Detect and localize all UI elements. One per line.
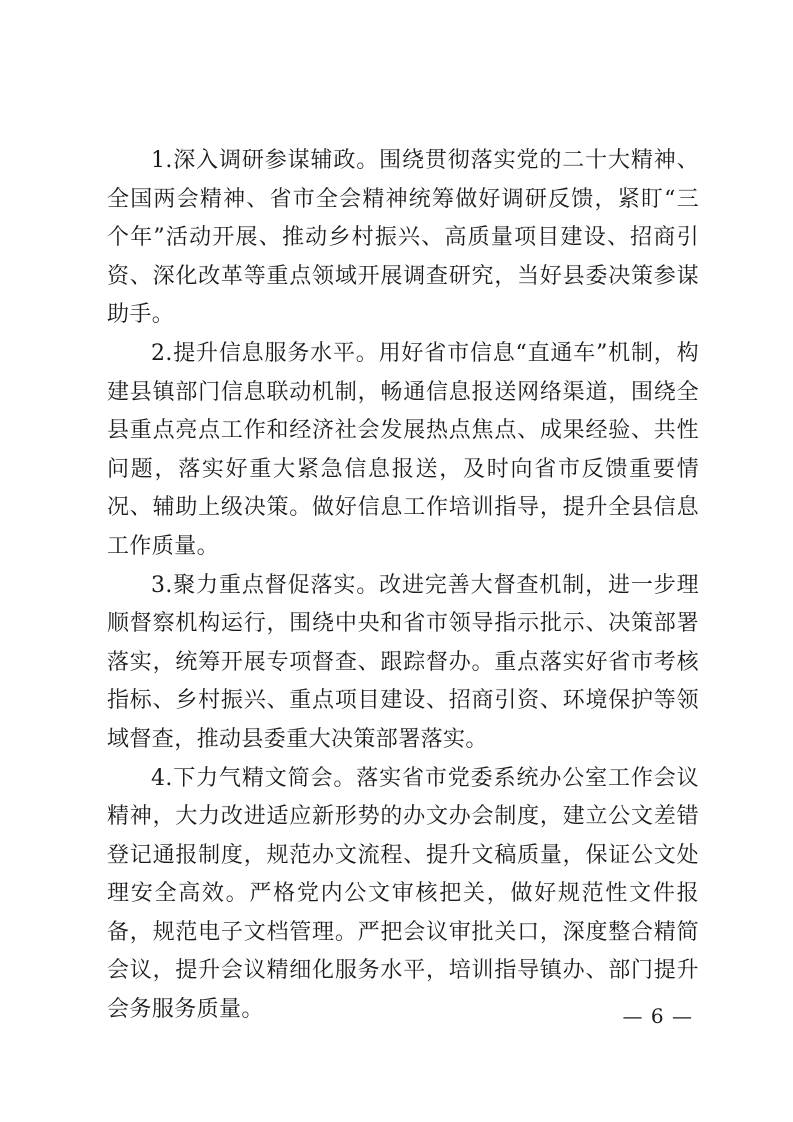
page-number: — 6 — <box>622 1004 693 1028</box>
paragraph-information: 2.提升信息服务水平。用好省市信息“直通车”机制，构建县镇部门信息联动机制，畅通信息报送网络渠道，围绕全县重点亮点工作和经济社会发展热点焦点、成果经验、共性问题，落实好重大紧急信息报送，及时向省市反馈重要情况、辅助上级决策。做好信息工作培训指导，提升全县信息工作质量。 <box>107 340 699 559</box>
paragraph-documents-meetings: 4.下力气精文简会。落实省市党委系统办公室工作会议精神，大力改进适应新形势的办文办会制度，建立公文差错登记通报制度，规范办文流程、提升文稿质量，保证公文处理安全高效。严格党内公文审核把关，做好规范性文件报备，规范电子文档管理。严把会议审批关口，深度整合精简会议，提升会议精细化服务水平，培训指导镇办、部门提升会务服务质量。 <box>107 765 699 1023</box>
document-body <box>107 142 699 1030</box>
paragraph-supervision: 3.聚力重点督促落实。改进完善大督查机制，进一步理顺督察机构运行，围绕中央和省市领导指示批示、决策部署落实，统筹开展专项督查、跟踪督办。重点落实好省市考核指标、乡村振兴、重点项目建设、招商引资、环境保护等领域督查，推动县委重大决策部署落实。 <box>107 572 699 752</box>
paragraph-research: 1.深入调研参谋辅政。围绕贯彻落实党的二十大精神、全国两会精神、省市全会精神统筹做好调研反馈，紧盯“三个年”活动开展、推动乡村振兴、高质量项目建设、招商引资、深化改革等重点领域开展调查研究，当好县委决策参谋助手。 <box>107 148 699 328</box>
